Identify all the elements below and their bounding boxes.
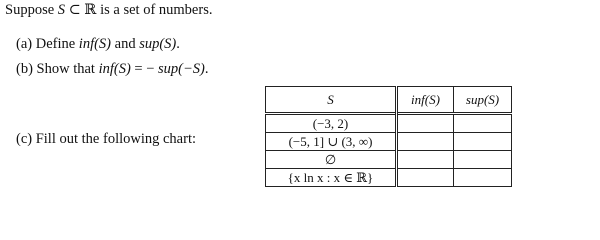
part-c-question: (c) Fill out the following chart:: [16, 131, 197, 147]
chart-header-row: [266, 87, 512, 114]
chart-cell-set: (−3, 2): [266, 114, 397, 133]
part-b-end: .: [204, 61, 209, 77]
chart-cell-inf[interactable]: [397, 169, 454, 187]
intro-set-variable: S: [57, 2, 66, 18]
chart-row: [266, 151, 512, 169]
chart-cell-sup[interactable]: [454, 133, 512, 151]
chart-cell-inf[interactable]: [397, 114, 454, 133]
chart-cell-sup[interactable]: [454, 151, 512, 169]
part-a-inf-expression: inf(S): [78, 36, 112, 52]
chart-cell-set: (−5, 1] ∪ (3, ∞): [266, 133, 397, 151]
part-a-and: and: [111, 36, 140, 52]
part-a-question: [16, 37, 180, 52]
intro-sentence: [5, 3, 212, 18]
part-a-sup-expression: sup(S): [139, 36, 177, 52]
chart-cell-set: ∅: [266, 151, 397, 169]
chart-header-sup: sup(S): [454, 87, 512, 114]
chart-cell-inf[interactable]: [397, 151, 454, 169]
inf-sup-chart: [265, 86, 512, 187]
chart-header-inf: inf(S): [397, 87, 454, 114]
part-a-label: (a) Define: [16, 36, 79, 52]
intro-text-end: is a set of numbers.: [100, 2, 213, 18]
part-a-end: .: [176, 36, 180, 52]
chart-cell-set: {x ln x : x ∈ ℝ}: [266, 169, 397, 187]
chart-cell-sup[interactable]: [454, 169, 512, 187]
part-b-label: (b) Show that: [16, 61, 99, 77]
part-b-lhs: inf(S): [98, 61, 131, 77]
part-b-equals: = −: [130, 61, 159, 77]
chart-cell-sup[interactable]: [454, 114, 512, 133]
chart-cell-inf[interactable]: [397, 133, 454, 151]
intro-subset-symbol: ⊂ ℝ: [65, 2, 101, 18]
part-b-question: [16, 62, 208, 77]
chart-row: [266, 133, 512, 151]
chart-header-set: S: [266, 87, 397, 114]
chart-row: [266, 114, 512, 133]
part-b-rhs: sup(−S): [158, 61, 205, 77]
intro-text-start: Suppose: [5, 2, 58, 18]
chart-row: [266, 169, 512, 187]
